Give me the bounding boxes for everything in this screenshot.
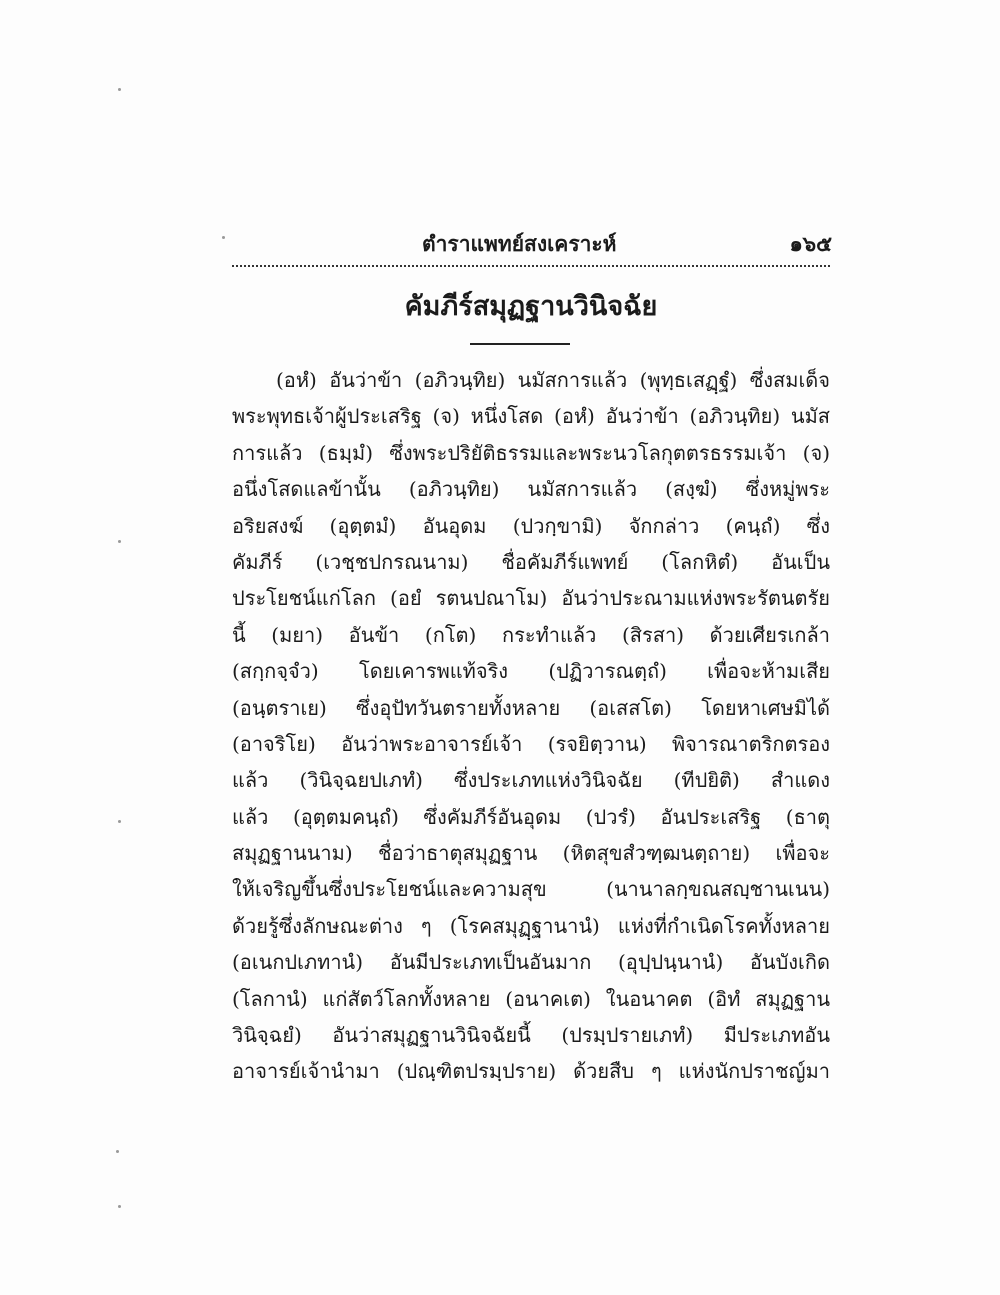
- text-line: สมุฏฐานนาม) ชื่อว่าธาตุสมุฏฐาน (หิตสุขสํวฑฺฒนตฺถาย) เพื่อจะ: [232, 841, 830, 866]
- page-number: ๑๖๕: [789, 231, 832, 256]
- scan-speck: [222, 236, 225, 239]
- text-line: คัมภีร์ (เวชฺชปกรณนาม) ชื่อคัมภีร์แพทย์ (โลกหิตํ) อันเป็น: [232, 549, 830, 574]
- text-line: ประโยชน์แก่โลก (อยํ รตนปณาโม) อันว่าประณามแห่งพระรัตนตรัย: [232, 586, 830, 611]
- scan-speck: [118, 1205, 121, 1208]
- body-text: [232, 362, 830, 1090]
- text-line: อนึ่งโสดแลข้านั้น (อภิวนฺทิย) นมัสการแล้ว (สงฺฆํ) ซึ่งหมู่พระ: [232, 477, 830, 502]
- text-line: อริยสงฆ์ (อุตฺตมํ) อันอุดม (ปวกฺขามิ) จักกล่าว (คนฺถํ) ซึ่ง: [232, 513, 830, 538]
- text-line: พระพุทธเจ้าผู้ประเสริฐ (จ) หนึ่งโสด (อหํ) อันว่าข้า (อภิวนฺทิย) นมัส: [232, 404, 830, 429]
- chapter-title: คัมภีร์สมุฏฐานวินิจฉัย: [404, 291, 658, 322]
- text-line: ให้เจริญขึ้นซึ่งประโยชน์และความสุข (นานาลกฺขณสญฺชานเนน): [232, 877, 830, 902]
- title-rule: [470, 343, 570, 345]
- text-line: การแล้ว (ธมฺมํ) ซึ่งพระปริยัติธรรมและพระนวโลกุตตรธรรมเจ้า (จ): [232, 440, 830, 465]
- text-line: (สกฺกจฺจํว) โดยเคารพแท้จริง (ปฏิวารณตฺถํ) เพื่อจะห้ามเสีย: [232, 659, 830, 684]
- text-line: แล้ว (วินิจฺฉยปเภทํ) ซึ่งประเภทแห่งวินิจฉัย (ทีปยิติ) สำแดง: [232, 768, 830, 793]
- scan-speck: [118, 540, 121, 543]
- scan-speck: [118, 820, 121, 823]
- text-line: อาจารย์เจ้านำมา (ปณฺฑิตปรมฺปราย) ด้วยสืบ ๆ แห่งนักปราชญ์มา: [232, 1059, 830, 1084]
- text-line: นี้ (มยา) อันข้า (กโต) กระทำแล้ว (สิรสา) ด้วยเศียรเกล้า: [232, 622, 830, 647]
- text-line: (อหํ) อันว่าข้า (อภิวนฺทิย) นมัสการแล้ว (พุทฺธเสฏฺฐํ) ซึ่งสมเด็จ: [276, 368, 830, 392]
- text-line: (อเนกปเภทานํ) อันมีประเภทเป็นอันมาก (อุปฺปนฺนานํ) อันบังเกิด: [232, 950, 830, 975]
- running-title: ตำราแพทย์สงเคราะห์: [422, 231, 617, 256]
- text-line: แล้ว (อุตฺตมคนฺถํ) ซึ่งคัมภีร์อันอุดม (ปวรํ) อันประเสริฐ (ธาตุ: [232, 804, 830, 829]
- text-line: (อาจริโย) อันว่าพระอาจารย์เจ้า (รจยิตฺวาน) พิจารณาตริกตรอง: [232, 731, 830, 756]
- header-rule: [232, 265, 830, 267]
- text-line: ด้วยรู้ซึ่งลักษณะต่าง ๆ (โรคสมุฏฺฐานานํ) แห่งที่กำเนิดโรคทั้งหลาย: [232, 913, 830, 938]
- text-line: วินิจฺฉยํ) อันว่าสมุฏฐานวินิจฉัยนี้ (ปรมฺปรายเภทํ) มีประเภทอัน: [232, 1023, 830, 1048]
- text-line: (โลกานํ) แก่สัตว์โลกทั้งหลาย (อนาคเต) ในอนาคต (อิทํ สมุฏฐาน: [232, 986, 830, 1011]
- running-header: [232, 226, 832, 266]
- text-line: (อนฺตราเย) ซึ่งอุปัทวันตรายทั้งหลาย (อเสสโต) โดยหาเศษมิได้: [232, 695, 830, 720]
- scan-speck: [118, 88, 121, 91]
- scan-speck: [116, 1150, 119, 1153]
